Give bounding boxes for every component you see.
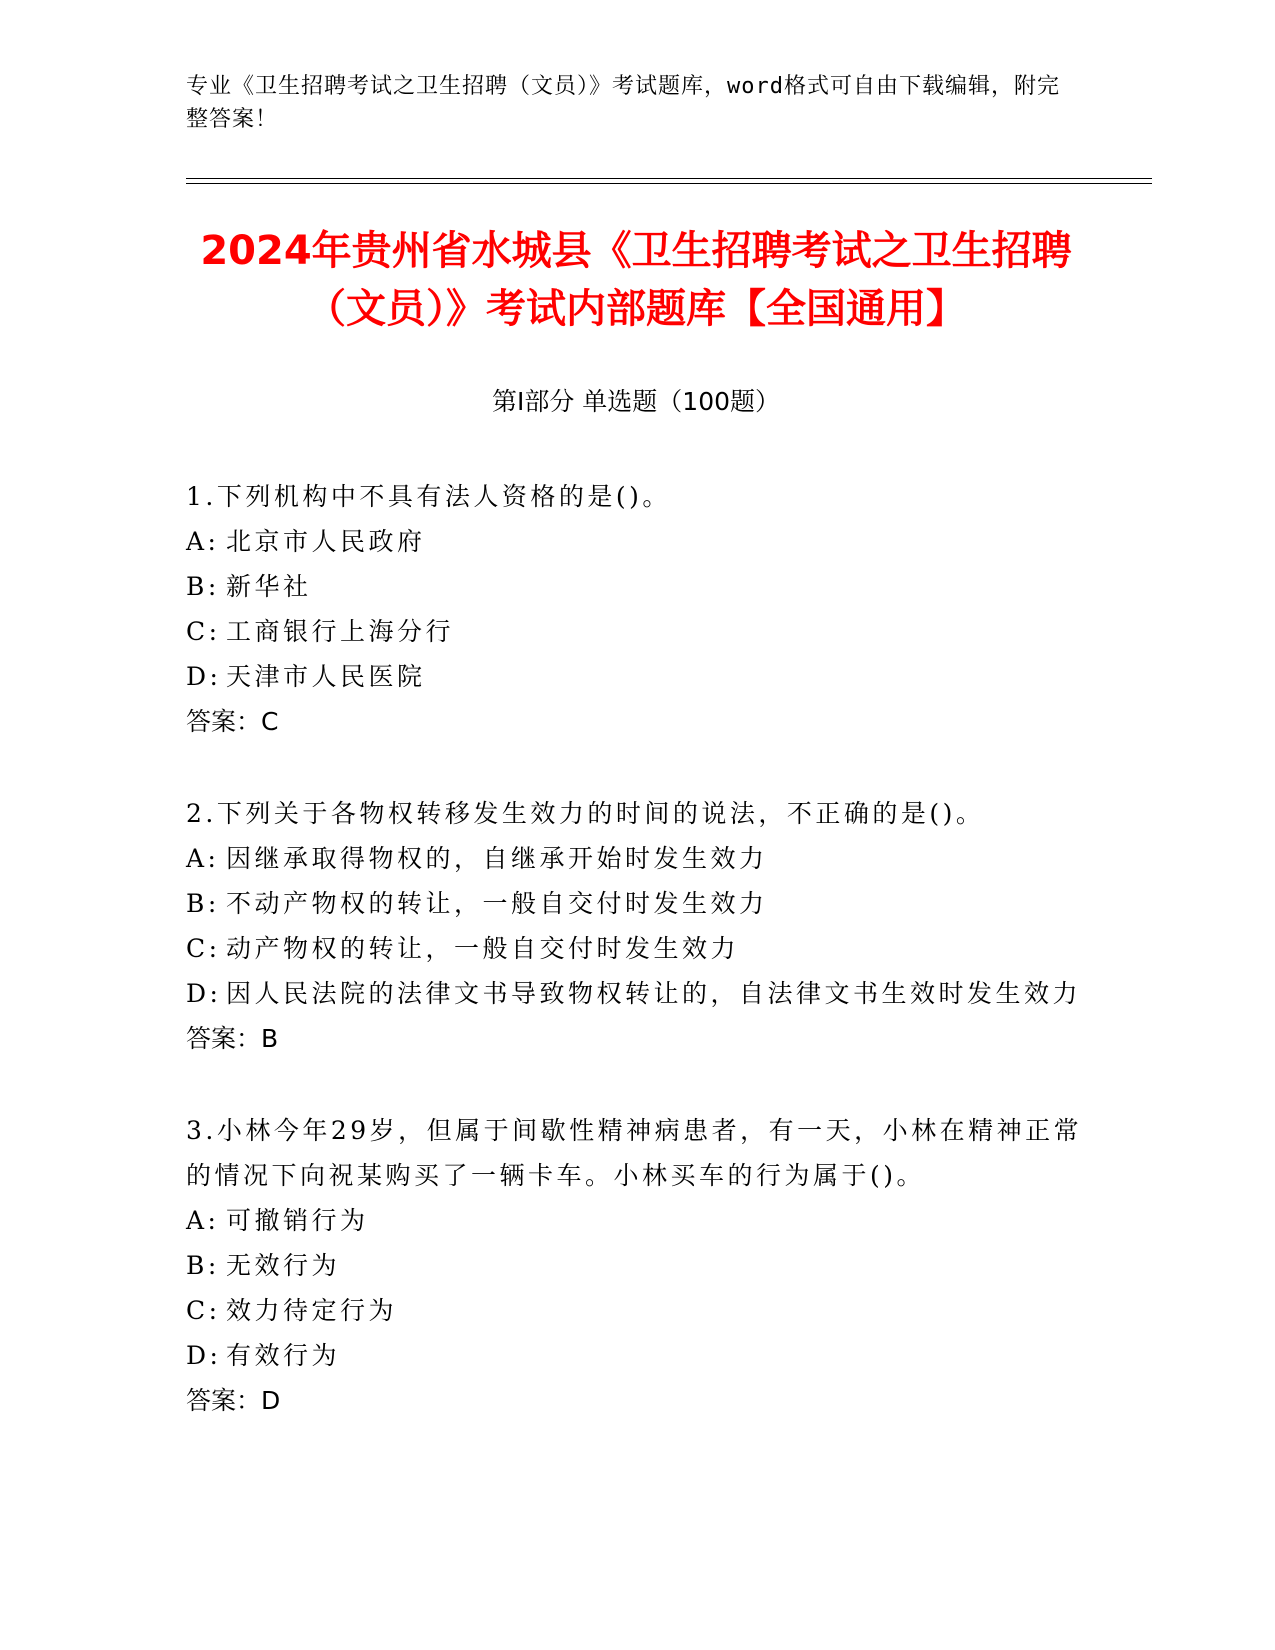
document-title: 2024年贵州省水城县《卫生招聘考试之卫生招聘（文员）》考试内部题库【全国通用】 [200,228,1072,332]
question-stem: 2.下列关于各物权转移发生效力的时间的说法，不正确的是()。 [186,799,985,828]
option-a [186,836,1086,881]
option-d [186,1333,1086,1378]
option-text: 新华社 [226,572,312,601]
answer-value: B [261,1024,279,1053]
option-text: 无效行为 [226,1251,341,1280]
option-letter: B: [186,1251,220,1280]
option-text: 有效行为 [226,1341,341,1370]
answer-label: 答案： [186,707,262,736]
option-letter: B: [186,572,220,601]
option-c [186,926,1086,971]
answer-line [186,1016,1086,1061]
answer-label: 答案： [186,1024,262,1053]
question-stem: 1.下列机构中不具有法人资格的是()。 [186,482,671,511]
header-note: 专业《卫生招聘考试之卫生招聘（文员）》考试题库，word格式可自由下载编辑，附完整答案！ [186,74,1060,132]
header-rule-top [186,178,1152,179]
option-text: 不动产物权的转让，一般自交付时发生效力 [226,889,768,918]
question-3 [186,1108,1086,1423]
option-c [186,1288,1086,1333]
option-text: 因继承取得物权的，自继承开始时发生效力 [226,844,768,873]
option-letter: C: [186,617,221,646]
answer-line [186,1378,1086,1423]
option-d [186,654,1086,699]
option-letter: A: [186,844,220,873]
question-stem: 3.小林今年29岁，但属于间歇性精神病患者，有一天，小林在精神正常的情况下向祝某购买了一辆卡车。小林买车的行为属于()。 [186,1116,1083,1190]
option-letter: B: [186,889,220,918]
option-text: 北京市人民政府 [226,527,426,556]
option-a [186,1198,1086,1243]
option-b [186,1243,1086,1288]
option-letter: C: [186,1296,221,1325]
option-b [186,881,1086,926]
option-text: 可撤销行为 [226,1206,369,1235]
option-text: 天津市人民医院 [226,662,426,691]
option-letter: C: [186,934,221,963]
option-text: 效力待定行为 [226,1296,398,1325]
option-letter: A: [186,1206,220,1235]
question-1 [186,474,1086,744]
header-rule-bottom [186,183,1152,184]
option-text: 动产物权的转让，一般自交付时发生效力 [226,934,740,963]
section-title: 第I部分 单选题（100题） [491,387,781,416]
option-text: 因人民法院的法律文书导致物权转让的，自法律文书生效时发生效力 [226,979,1082,1008]
option-letter: D: [186,662,222,691]
answer-label: 答案： [186,1386,262,1415]
answer-line [186,699,1086,744]
answer-value: D [261,1386,281,1415]
option-letter: A: [186,527,220,556]
question-2 [186,791,1086,1061]
option-a [186,519,1086,564]
option-b [186,564,1086,609]
answer-value: C [261,707,279,736]
question-list [186,474,1086,1470]
option-d [186,971,1086,1016]
option-letter: D: [186,979,222,1008]
option-c [186,609,1086,654]
option-letter: D: [186,1341,222,1370]
option-text: 工商银行上海分行 [226,617,455,646]
